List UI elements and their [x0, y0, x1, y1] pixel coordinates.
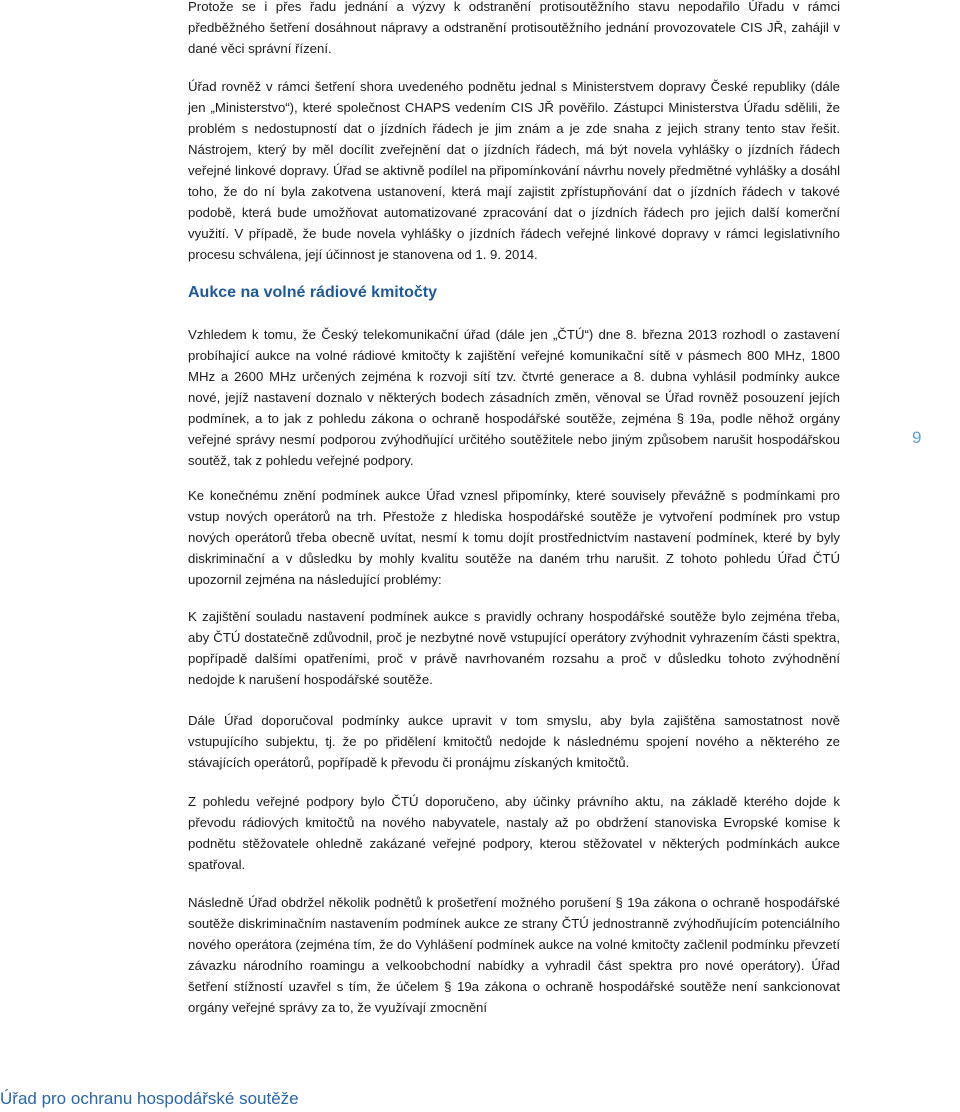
paragraph-independence: Dále Úřad doporučoval podmínky aukce upravit v tom smyslu, aby byla zajištěna samostatnost nově vstupujícího subjektu, tj. že po přidělení kmitočtů nedojde k následnému spojení nového a některého ze stávajících operátorů, popřípadě k převodu či pronájmu získaných kmitočtů. — [188, 713, 840, 770]
page-number: 9 — [912, 428, 922, 447]
paragraph-ministry: Úřad rovněž v rámci šetření shora uvedeného podnětu jednal s Ministerstvem dopravy České republiky (dále jen „Ministerstvo“), které společnost CHAPS vedením CIS JŘ pověřilo. Zástupci Ministerstva Úřadu sdělili, že problém s nedostupností dat o jízdních řádech je jim znám a je zde snaha z jejich strany tento stav řešit. Nástrojem, který by měl docílit zveřejnění dat o jízdních řádech, má být novela vyhlášky o jízdních řádech veřejné linkové dopravy. Úřad se aktivně podílel na připomínkování návrhu novely předmětné vyhlášky a dosáhl toho, že do ní byla zakotvena ustanovení, která mají zajistit zpřístupňování dat o jízdních řádech v takové podobě, která bude umožňovat automatizované zpracování dat o jízdních řádech pro jejich další komerční využití. V případě, že bude novela vyhlášky o jízdních řádech veřejné linkové dopravy v rámci legislativního procesu schválena, její účinnost je stanovena od 1. 9. 2014. — [188, 79, 840, 262]
section-heading: Aukce na volné rádiové kmitočty — [188, 284, 437, 301]
paragraph-compliance: K zajištění souladu nastavení podmínek aukce s pravidly ochrany hospodářské soutěže bylo zejména třeba, aby ČTÚ dostatečně zdůvodnil, proč je nezbytné nově vstupující operátory zvýhodnit vyhrazením části spektra, popřípadě dalšími opatřeními, proč v právě navrhovaném rozsahu a proč v důsledku tohoto zvýhodnění nedojde k narušení hospodářské soutěže. — [188, 609, 840, 687]
footer-office-name: Úřad pro ochranu hospodářské soutěže — [0, 1089, 299, 1108]
paragraph-auction-intro: Vzhledem k tomu, že Český telekomunikační úřad (dále jen „ČTÚ“) dne 8. března 2013 rozhodl o zastavení probíhající aukce na volné rádiové kmitočty k zajištění veřejné komunikační sítě v pásmech 800 MHz, 1800 MHz a 2600 MHz určených zejména k rozvoji sítí tzv. čtvrté generace a 8. dubna vyhlásil podmínky aukce nové, jejíž nastavení doznalo v některých bodech zásadních změn, věnoval se Úřad rovněž posouzení jejích podmínek, a to jak z pohledu zákona o ochraně hospodářské soutěže, zejména § 19a, podle něhož orgány veřejné správy nesmí podporou zvýhodňující určitého soutěžitele nebo jiným způsobem narušit hospodářskou soutěž, tak z pohledu veřejné podpory. — [188, 327, 840, 468]
paragraph-complaints: Následně Úřad obdržel několik podnětů k prošetření možného porušení § 19a zákona o ochraně hospodářské soutěže diskriminačním nastavením podmínek aukce ze strany ČTÚ jednostranně zvýhodňujícím potenciálního nového operátora (zejména tím, že do Vyhlášení podmínek aukce na volné kmitočty začlenil podmínku převzetí závazku národního roamingu a velkoobchodní nabídky a vyhradil část spektra pro nové operátory). Úřad šetření stížností uzavřel s tím, že účelem § 19a zákona o ochraně hospodářské soutěže není sankcionovat orgány veřejné správy za to, že využívají zmocnění — [188, 895, 840, 1015]
paragraph-comments: Ke konečnému znění podmínek aukce Úřad vznesl připomínky, které souvisely převážně s podmínkami pro vstup nových operátorů na trh. Přestože z hlediska hospodářské soutěže je vytvoření podmínek pro vstup nových operátorů třeba obecně uvítat, nesmí k tomu dojít prostřednictvím nastavení podmínek, které by byly diskriminační a v důsledku by mohly kvalitu soutěže na daném trhu narušit. Z tohoto pohledu Úřad ČTÚ upozornil zejména na následující problémy: — [188, 488, 840, 587]
paragraph-intro: Protože se i přes řadu jednání a výzvy k odstranění protisoutěžního stavu nepodařilo Úřadu v rámci předběžného šetření dosáhnout nápravy a odstranění protisoutěžního jednání provozovatele CIS JŘ, zahájil v dané věci správní řízení. — [188, 0, 840, 56]
paragraph-state-aid: Z pohledu veřejné podpory bylo ČTÚ doporučeno, aby účinky právního aktu, na základě kterého dojde k převodu rádiových kmitočtů na nového nabyvatele, nastaly až po obdržení stanoviska Evropské komise k podnětu stěžovatele ohledně zakázané veřejné podpory, kterou stěžovatel v některých podmínkách aukce spatřoval. — [188, 794, 840, 872]
